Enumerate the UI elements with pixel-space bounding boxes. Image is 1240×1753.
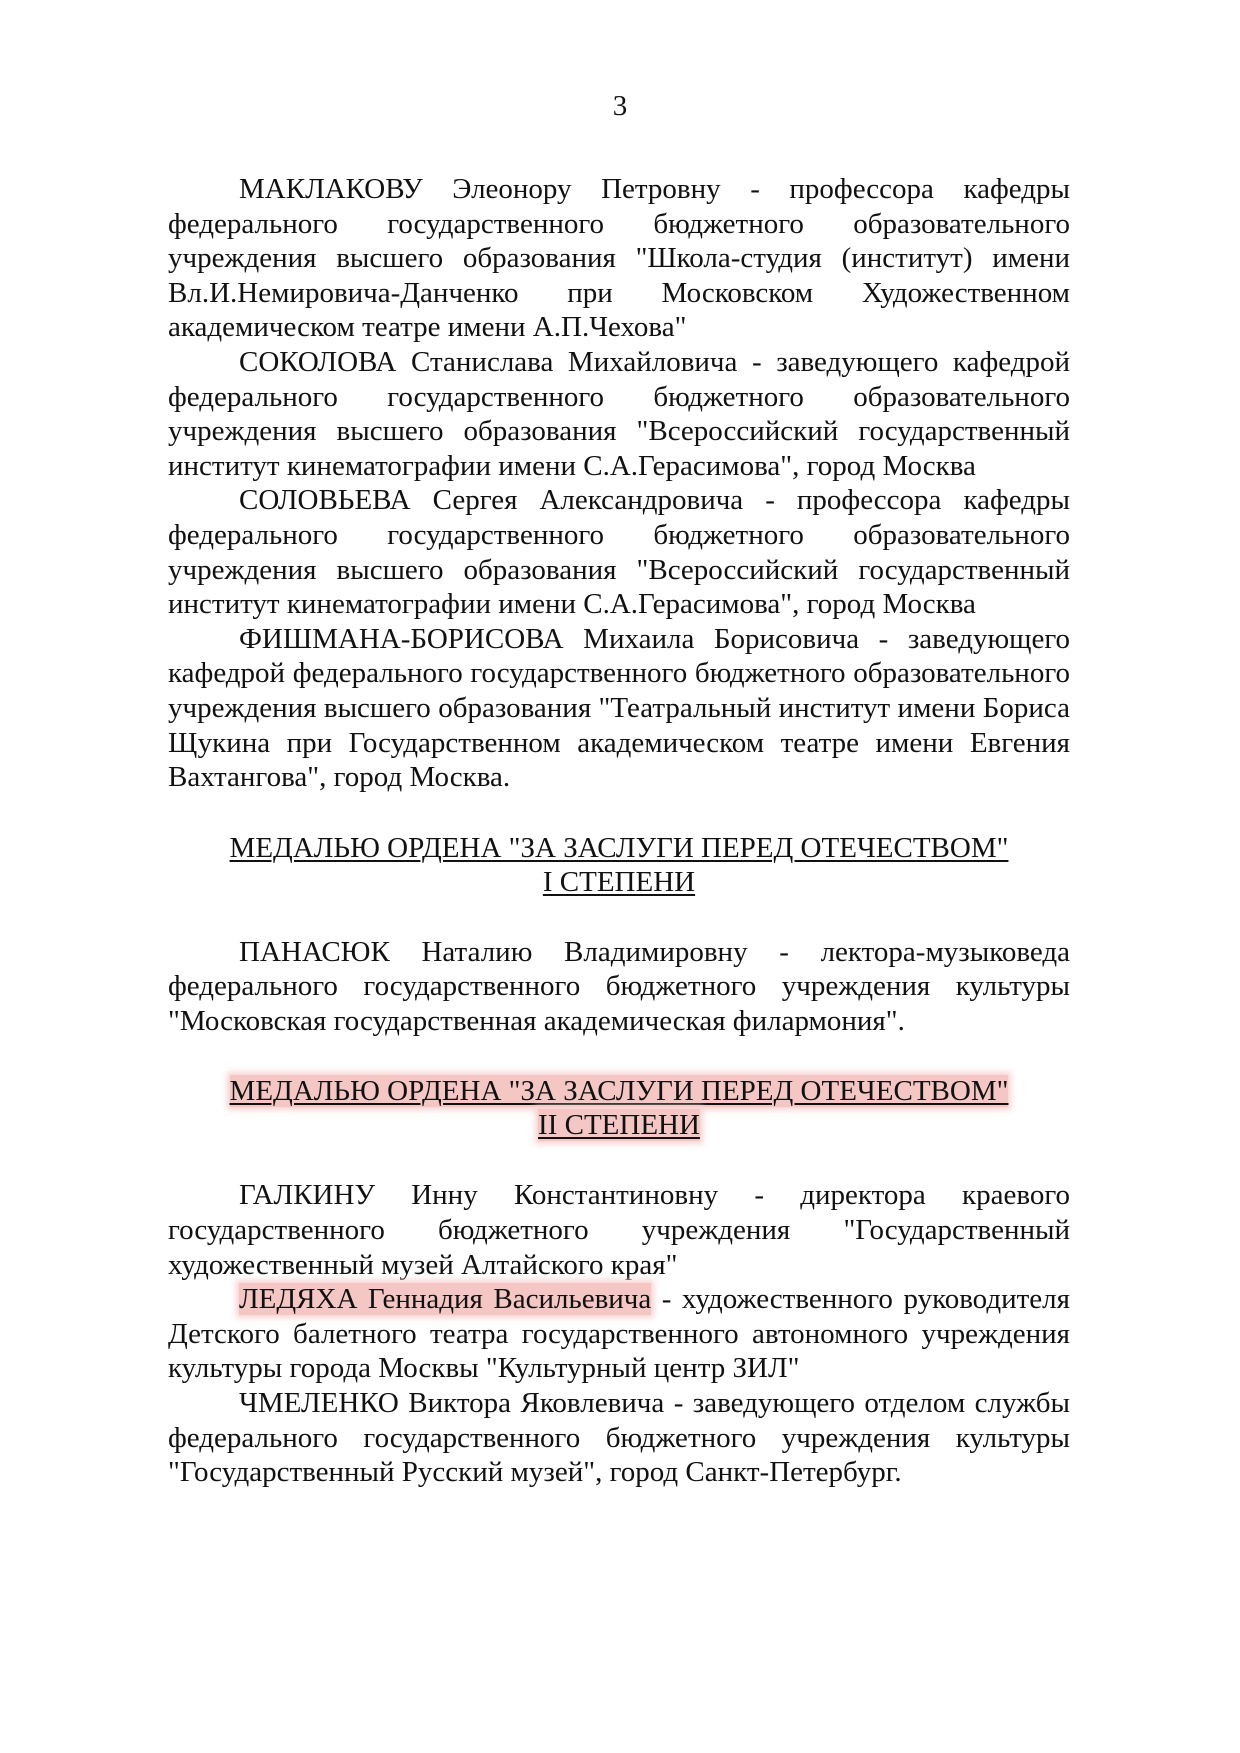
page-number: 3: [612, 90, 628, 122]
award-entry-chmelenko: ЧМЕЛЕНКО Виктора Яковлевича - заведующего отделом службы федерального государственного бюджетного учреждения культуры "Государственный Русский музей", город Санкт-Петербург.: [168, 1387, 1070, 1489]
document-body: [168, 172, 1070, 1490]
section-heading-line1: МЕДАЛЬЮ ОРДЕНА "ЗА ЗАСЛУГИ ПЕРЕД ОТЕЧЕСТВОМ": [229, 1075, 1009, 1108]
award-entry-panasyuk: ПАНАСЮК Наталию Владимировну - лектора-музыковеда федерального государственного бюджетного учреждения культуры "Московская государственная академическая филармония".: [168, 935, 1070, 1037]
section-heading-line1: МЕДАЛЬЮ ОРДЕНА "ЗА ЗАСЛУГИ ПЕРЕД ОТЕЧЕСТВОМ": [229, 831, 1009, 864]
section-heading-medal-2: [168, 1074, 1070, 1142]
award-entry-solovyev: СОЛОВЬЕВА Сергея Александровича - профессора кафедры федерального государственного бюджетного образовательного учреждения высшего образования "Всероссийский государственный институт кинематографии имени С.А.Герасимова", город Москва: [168, 484, 1070, 621]
award-entry-ledyakh-rest: - художественного руководителя Детского балетного театра государственного автономного учреждения культуры города Москвы "Культурный центр ЗИЛ": [168, 1283, 1070, 1385]
highlighted-name: ЛЕДЯХА Геннадия Васильевича: [239, 1283, 652, 1316]
section-heading-line2: II СТЕПЕНИ: [538, 1109, 700, 1142]
section-heading-line2: I СТЕПЕНИ: [542, 865, 696, 898]
award-entry-galkina: ГАЛКИНУ Инну Константиновну - директора краевого государственного бюджетного учреждения "Государственный художественный музей Алтайского края": [168, 1179, 1070, 1281]
award-entry-sokolov: СОКОЛОВА Станислава Михайловича - заведующего кафедрой федерального государственного бюджетного образовательного учреждения высшего образования "Всероссийский государственный институт кинематографии имени С.А.Герасимова", город Москва: [168, 345, 1070, 482]
award-entry-fishman-borisov: ФИШМАНА-БОРИСОВА Михаила Борисовича - заведующего кафедрой федерального государственного бюджетного образовательного учреждения высшего образования "Театральный институт имени Бориса Щукина при Государственном академическом театре имени Евгения Вахтангова", город Москва.: [168, 622, 1070, 794]
award-entry-maklakova: МАКЛАКОВУ Элеонору Петровну - профессора кафедры федерального государственного бюджетного образовательного учреждения высшего образования "Школа-студия (институт) имени Вл.И.Немировича-Данченко при Московском Художественном академическом театре имени А.П.Чехова": [168, 173, 1070, 344]
award-entry-ledyakh: [168, 1282, 1070, 1386]
section-heading-medal-1: [168, 831, 1070, 899]
